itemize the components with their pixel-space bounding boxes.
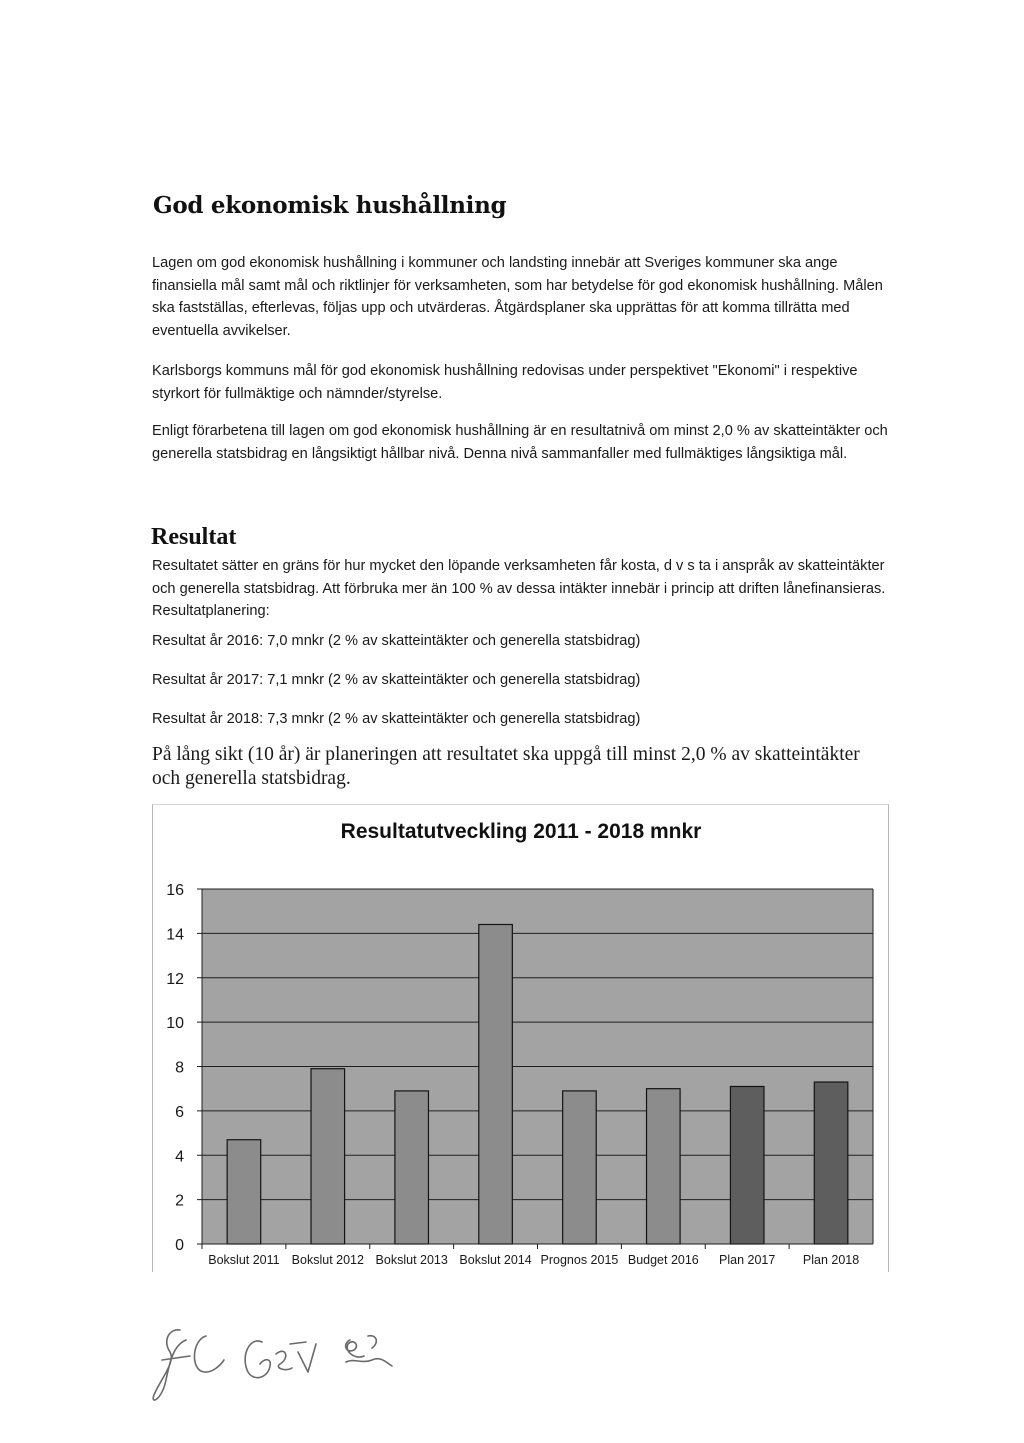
bar — [647, 1089, 681, 1244]
bar — [395, 1091, 429, 1244]
bar — [563, 1091, 597, 1244]
y-tick-label: 6 — [175, 1103, 184, 1121]
plan-line-2017: Resultat år 2017: 7,1 mnkr (2 % av skatteintäkter och generella statsbidrag) — [152, 672, 641, 688]
paragraph-resultat-intro: Resultatet sätter en gräns för hur mycket den löpande verksamheten får kosta, d v s ta i anspråk av skatteintäkter och generella statsbidrag. Att förbruka mer än 100 % av dessa intäkter innebär i princip att driften lånefinansieras. Resultatplanering: — [152, 558, 886, 619]
x-tick-label: Bokslut 2013 — [375, 1253, 448, 1267]
y-tick-label: 14 — [166, 926, 184, 944]
x-tick-label: Plan 2017 — [719, 1253, 776, 1267]
y-tick-label: 16 — [166, 882, 184, 899]
y-tick-label: 10 — [166, 1015, 184, 1033]
y-tick-label: 0 — [175, 1237, 184, 1254]
x-tick-label: Prognos 2015 — [540, 1253, 619, 1267]
y-tick-label: 12 — [166, 970, 184, 988]
paragraph-long-term: På lång sikt (10 år) är planeringen att resultatet ska uppgå till minst 2,0 % av skatteintäkter och generella statsbidrag. — [152, 744, 860, 789]
x-tick-label: Bokslut 2012 — [291, 1253, 364, 1267]
y-tick-label: 4 — [175, 1148, 184, 1166]
section-heading-resultat: Resultat — [151, 524, 237, 550]
page-heading: God ekonomisk hushållning — [153, 192, 507, 219]
handwritten-signatures — [140, 1300, 420, 1410]
bar — [730, 1086, 764, 1244]
bar — [479, 925, 513, 1245]
bar — [814, 1082, 848, 1244]
y-tick-label: 8 — [175, 1059, 184, 1077]
x-tick-label: Plan 2018 — [802, 1253, 860, 1267]
x-tick-label: Budget 2016 — [627, 1253, 699, 1267]
paragraph-karlsborg: Karlsborgs kommuns mål för god ekonomisk hushållning redovisas under perspektivet "Ekonomi" i respektive styrkort för fullmäktige och nämnder/styrelse. — [152, 363, 858, 402]
y-tick-label: 2 — [175, 1192, 184, 1210]
paragraph-forarbeten: Enligt förarbetena till lagen om god ekonomisk hushållning är en resultatnivå om minst 2,0 % av skatteintäkter och generella statsbidrag en långsiktigt hållbar nivå. Denna nivå sammanfaller med fullmäktiges långsiktiga mål. — [152, 423, 888, 462]
plan-line-2016: Resultat år 2016: 7,0 mnkr (2 % av skatteintäkter och generella statsbidrag) — [152, 633, 641, 649]
paragraph-lagen: Lagen om god ekonomisk hushållning i kommuner och landsting innebär att Sveriges kommuner ska ange finansiella mål samt mål och riktlinjer för verksamheten, som har betydelse för god ekonomisk hushållning. Målen ska fastställas, efterlevas, följas upp och utvärderas. Åtgärdsplaner ska upprättas för att komma tillrätta med eventuella avvikelser. — [152, 255, 883, 339]
plan-line-2018: Resultat år 2018: 7,3 mnkr (2 % av skatteintäkter och generella statsbidrag) — [152, 711, 641, 727]
bar — [227, 1140, 261, 1244]
x-tick-label: Bokslut 2014 — [459, 1253, 532, 1267]
bar — [311, 1069, 345, 1244]
x-tick-label: Bokslut 2011 — [208, 1253, 280, 1267]
chart-title: Resultatutveckling 2011 - 2018 mnkr — [340, 820, 702, 843]
